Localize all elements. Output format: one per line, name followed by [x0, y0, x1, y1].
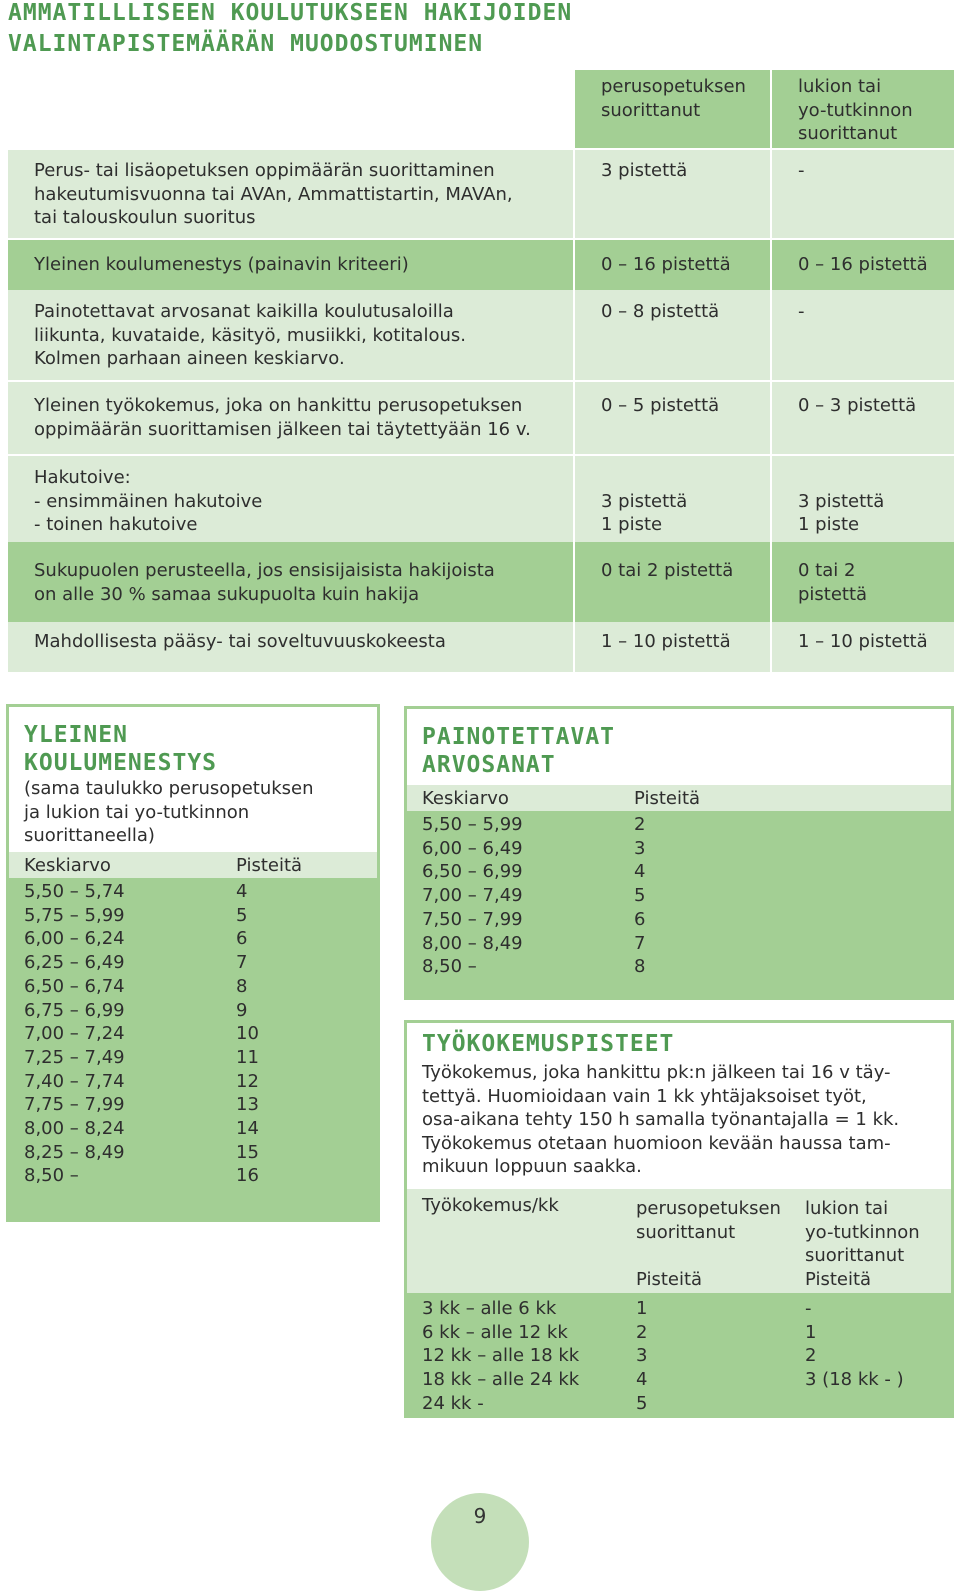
yleinen-row-cell: 9 [236, 999, 248, 1021]
yleinen-row-cell: 5,50 – 5,74 [24, 881, 125, 902]
criteria-lukio-points: 1 – 10 pistettä [772, 622, 954, 672]
yleinen-row-cell: 7,00 – 7,24 [24, 1023, 125, 1045]
yleinen-row-cell: 11 [236, 1046, 259, 1068]
tyokokemus-row-cell: 18 kk – alle 24 kk [422, 1369, 580, 1391]
tyokokemus-row-cell: 1 [805, 1321, 817, 1343]
criteria-perus-points: 0 tai 2 pistettä [575, 542, 770, 622]
painotettavat-row-cell: 4 [634, 861, 646, 883]
yleinen-koulumenestys-box [6, 704, 380, 1222]
tyokokemus-row-cell: 12 kk – alle 18 kk [422, 1345, 580, 1367]
yleinen-row-cell: 16 [236, 1165, 259, 1187]
yleinen-row-cell: 8 [236, 975, 248, 997]
page-title [8, 0, 572, 60]
tyokokemus-text: Työkokemus, joka hankittu pk:n jälkeen tai 16 v täy- tettyä. Huomioidaan vain 1 kk yhtäjaksoiset työt, osa-aikana tehty 150 h samalla työnantajalla = 1 kk. Työkokemus otetaan huomioon kevään haussa tam- mikuun loppuun saakka. [422, 1062, 900, 1177]
criteria-label: Painotettavat arvosanat kaikilla koulutusaloilla liikunta, kuvataide, käsityö, musiikki, kotitalous. Kolmen parhaan aineen keskiarvo. [8, 290, 573, 380]
col-header-perusopetus: perusopetuksen suorittanut [575, 70, 770, 148]
painotettavat-row-cell: 7,50 – 7,99 [422, 908, 523, 930]
painotettavat-row-cell: 6,50 – 6,99 [422, 861, 523, 883]
yleinen-row-cell: 6 [236, 928, 248, 950]
yleinen-row-cell: 7 [236, 952, 248, 974]
criteria-label: Yleinen koulumenestys (painavin kriteeri) [8, 240, 573, 290]
criteria-label: Perus- tai lisäopetuksen oppimäärän suorittaminen hakeutumisvuonna tai AVAn, Ammattistartin, MAVAn, tai talouskoulun suoritus [8, 150, 573, 238]
criteria-lukio-points: 3 pistettä 1 piste [772, 456, 954, 542]
criteria-label: Yleinen työkokemus, joka on hankittu perusopetuksen oppimäärän suorittamisen jälkeen tai täytettyään 16 v. [8, 382, 573, 454]
painotettavat-row-cell: 2 [634, 814, 646, 835]
yleinen-row-cell: 8,25 – 8,49 [24, 1141, 125, 1163]
painotettavat-table-body [407, 811, 951, 997]
yleinen-col-pisteita: Pisteitä [236, 855, 303, 876]
tyokokemus-col-lukio: lukion tai yo-tutkinnon suorittanut Pisteitä [805, 1198, 920, 1290]
yleinen-header-row [9, 852, 377, 878]
yleinen-row-cell: 6,25 – 6,49 [24, 952, 125, 974]
painotettavat-row-cell: 8 [634, 956, 646, 978]
criteria-label: Sukupuolen perusteella, jos ensisijaisista hakijoista on alle 30 % samaa sukupuolta kuin hakija [8, 542, 573, 622]
tyokokemus-row-cell: 3 [636, 1345, 648, 1367]
yleinen-row-cell: 14 [236, 1118, 259, 1139]
yleinen-col-keskiarvo: Keskiarvo [24, 855, 111, 876]
painotettavat-col-keskiarvo: Keskiarvo [422, 788, 509, 809]
yleinen-row-cell: 12 [236, 1070, 259, 1092]
yleinen-row-cell: 7,25 – 7,49 [24, 1046, 125, 1068]
painotettavat-row-cell: 8,50 – [422, 956, 477, 978]
yleinen-row-cell: 10 [236, 1023, 259, 1045]
painotettavat-row-cell: 6,00 – 6,49 [422, 837, 523, 859]
yleinen-row-cell: 5 [236, 904, 248, 926]
criteria-perus-points: 0 – 16 pistettä [575, 240, 770, 290]
yleinen-row-cell: 7,40 – 7,74 [24, 1070, 125, 1092]
yleinen-row-cell: 7,75 – 7,99 [24, 1094, 125, 1116]
yleinen-row-cell: 6,75 – 6,99 [24, 999, 125, 1021]
criteria-lukio-points: 0 tai 2 pistettä [772, 542, 954, 622]
tyokokemus-row-cell: 4 [636, 1369, 648, 1391]
tyokokemus-row-cell: 2 [805, 1345, 817, 1367]
painotettavat-row-cell: 3 [634, 837, 646, 859]
painotettavat-row-cell: 7,00 – 7,49 [422, 885, 523, 907]
yleinen-row-cell: 8,00 – 8,24 [24, 1118, 125, 1139]
tyokokemus-title: TYÖKOKEMUSPISTEET [422, 1031, 675, 1057]
yleinen-row-cell: 6,00 – 6,24 [24, 928, 125, 950]
tyokokemus-row-cell: 1 [636, 1298, 648, 1319]
tyokokemus-col-lukio-sub: Pisteitä [805, 1268, 872, 1290]
tyokokemus-row-cell: 3 kk – alle 6 kk [422, 1298, 557, 1319]
yleinen-row-cell: 4 [236, 881, 248, 902]
col-header-lukio: lukion tai yo-tutkinnon suorittanut [772, 70, 954, 148]
yleinen-row-cell: 6,50 – 6,74 [24, 975, 125, 997]
painotettavat-title: PAINOTETTAVAT ARVOSANAT [422, 724, 616, 778]
painotettavat-row-cell: 6 [634, 908, 646, 930]
painotettavat-row-cell: 5 [634, 885, 646, 907]
yleinen-row-cell: 13 [236, 1094, 259, 1116]
criteria-perus-points: 1 – 10 pistettä [575, 622, 770, 672]
page-number: 9 [473, 1504, 487, 1528]
yleinen-table-body [9, 878, 377, 1219]
tyokokemus-col-perus: perusopetuksen suorittanut Pisteitä [636, 1198, 781, 1290]
yleinen-row-cell: 15 [236, 1141, 259, 1163]
page-title-line2: VALINTAPISTEMÄÄRÄN MUODOSTUMINEN [8, 31, 484, 57]
tyokokemus-row-cell: 6 kk – alle 12 kk [422, 1321, 568, 1343]
criteria-lukio-points: 0 – 3 pistettä [772, 382, 954, 454]
tyokokemus-row-cell: 3 (18 kk - ) [805, 1369, 904, 1391]
tyokokemus-row-cell: 24 kk - [422, 1392, 484, 1414]
yleinen-row-cell: 5,75 – 5,99 [24, 904, 125, 926]
criteria-perus-points: 0 – 5 pistettä [575, 382, 770, 454]
tyokokemus-table-body [407, 1293, 951, 1415]
painotettavat-row-cell: 8,00 – 8,49 [422, 932, 523, 954]
tyokokemus-col-perus-sub: Pisteitä [636, 1268, 703, 1290]
criteria-lukio-points: 0 – 16 pistettä [772, 240, 954, 290]
yleinen-subtitle: (sama taulukko perusopetuksen ja lukion tai yo-tutkinnon suorittaneella) [24, 778, 314, 846]
criteria-lukio-points: - [772, 290, 954, 380]
tyokokemus-box [404, 1020, 954, 1418]
painotettavat-col-pisteita: Pisteitä [634, 788, 701, 809]
page-title-line1: AMMATILLLISEEN KOULUTUKSEEN HAKIJOIDEN [8, 0, 573, 26]
yleinen-title: YLEINEN KOULUMENESTYS [24, 722, 218, 776]
tyokokemus-header-row [407, 1189, 951, 1293]
criteria-perus-points: 3 pistettä [575, 150, 770, 238]
tyokokemus-row-cell: - [805, 1298, 812, 1319]
painotettavat-row-cell: 7 [634, 932, 646, 954]
criteria-perus-points: 0 – 8 pistettä [575, 290, 770, 380]
tyokokemus-col-kk: Työkokemus/kk [422, 1195, 559, 1216]
tyokokemus-row-cell: 2 [636, 1321, 648, 1343]
criteria-label: Hakutoive: - ensimmäinen hakutoive - toinen hakutoive [8, 456, 573, 542]
criteria-lukio-points: - [772, 150, 954, 238]
painotettavat-box [404, 706, 954, 1000]
page-number-badge [431, 1493, 529, 1591]
painotettavat-header-row [407, 785, 951, 811]
yleinen-row-cell: 8,50 – [24, 1165, 79, 1187]
tyokokemus-row-cell: 5 [636, 1392, 648, 1414]
painotettavat-row-cell: 5,50 – 5,99 [422, 814, 523, 835]
criteria-label: Mahdollisesta pääsy- tai soveltuvuuskokeesta [8, 622, 573, 672]
criteria-perus-points: 3 pistettä 1 piste [575, 456, 770, 542]
